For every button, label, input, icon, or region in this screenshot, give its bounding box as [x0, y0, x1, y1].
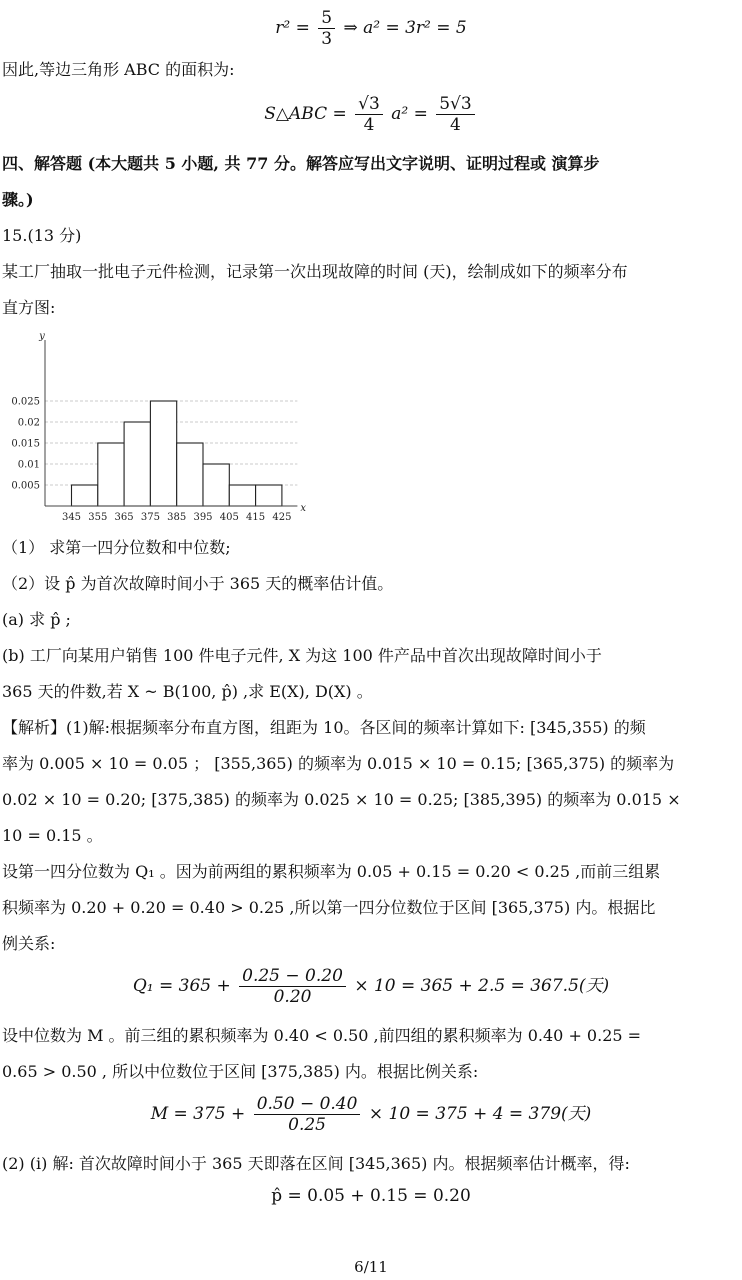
- histogram-bar: [203, 464, 229, 506]
- histogram-bar: [177, 443, 203, 506]
- histogram-bar: [150, 401, 176, 506]
- y-tick-label: 0.01: [17, 459, 40, 471]
- solution-line: 设中位数为 M 。前三组的累积频率为 0.40 < 0.50 ,前四组的累积频率为 0.40 + 0.25 =: [2, 1026, 642, 1045]
- x-tick-label: 415: [246, 512, 266, 523]
- x-tick-label: 345: [61, 512, 82, 523]
- histogram-bar: [98, 443, 124, 506]
- solution-line: (2) (i) 解: 首次故障时间小于 365 天即落在区间 [345,365) 内。根据频率估计概率，得:: [2, 1154, 630, 1173]
- x-tick-label: 375: [140, 512, 160, 523]
- x-tick-label: 365: [114, 512, 134, 523]
- histogram-bar: [256, 485, 282, 506]
- area-equation: S△ABC = $\frac{√3}{4}$ a² = $\frac{5√3}{4}$: [0, 94, 742, 135]
- solution-line: 设第一四分位数为 Q₁ 。因为前两组的累积频率为 0.05 + 0.15 = 0.20 < 0.25 ,而前三组累: [2, 862, 661, 881]
- solution-line: 10 = 0.15 。: [2, 826, 103, 845]
- y-tick-label: 0.005: [11, 480, 40, 492]
- section-heading: 四、解答题 (本大题共 5 小题, 共 77 分。解答应写出文字说明、证明过程或 演算步: [2, 154, 600, 173]
- solution-line: 率为 0.005 × 10 = 0.05 ； [355,365) 的频率为 0.015 × 10 = 0.15; [365,375) 的频率为: [2, 754, 675, 773]
- frequency-histogram: [2, 330, 312, 525]
- x-axis-label: x: [300, 503, 307, 514]
- solution-line: 0.02 × 10 = 0.20; [375,385) 的频率为 0.025 × 10 = 0.25; [385,395) 的频率为 0.015 ×: [2, 790, 681, 809]
- y-axis-label: y: [39, 331, 45, 342]
- question-1: （1） 求第一四分位数和中位数;: [2, 538, 231, 557]
- histogram-bar: [72, 485, 98, 506]
- problem-text-cont: 直方图:: [2, 298, 56, 317]
- q1-equation: Q₁ = 365 + $\frac{0.25 - 0.20}{0.20}$ × 10 = 365 + 2.5 = 367.5(天): [132, 966, 610, 1007]
- histogram-bar: [124, 422, 150, 506]
- y-tick-label: 0.015: [11, 438, 40, 450]
- solution-line: 0.65 > 0.50 , 所以中位数位于区间 [375,385) 内。根据比例关系:: [2, 1062, 479, 1081]
- x-tick-label: 395: [193, 512, 213, 523]
- solution-line: 例关系:: [2, 934, 56, 953]
- x-tick-label: 425: [272, 512, 292, 523]
- solution-line: 【解析】(1)解:根据频率分布直方图，组距为 10。各区间的频率计算如下: [345,355) 的频: [2, 718, 646, 737]
- question-2a: (a) 求 p̂ ;: [2, 610, 71, 629]
- y-tick-label: 0.025: [11, 396, 40, 408]
- question-2b-cont: 365 天的件数,若 X ~ B(100, p̂) ,求 E(X), D(X) 。: [2, 682, 373, 701]
- question-2b: (b) 工厂向某用户销售 100 件电子元件, X 为这 100 件产品中首次出现故障时间小于: [2, 646, 602, 665]
- solution-line: 积频率为 0.20 + 0.20 = 0.40 > 0.25 ,所以第一四分位数位于区间 [365,375) 内。根据比: [2, 898, 656, 917]
- median-equation: M = 375 + $\frac{0.50 - 0.40}{0.25}$ × 10 = 375 + 4 = 379(天): [150, 1094, 592, 1135]
- histogram-bar: [229, 485, 255, 506]
- page-number: 6/11: [354, 1258, 388, 1276]
- question-number: 15.(13 分): [2, 226, 82, 245]
- y-tick-label: 0.02: [17, 417, 40, 429]
- area-intro: 因此,等边三角形 ABC 的面积为:: [2, 60, 235, 79]
- question-2: （2）设 p̂ 为首次故障时间小于 365 天的概率估计值。: [2, 574, 394, 593]
- x-tick-label: 385: [167, 512, 187, 523]
- x-tick-label: 405: [219, 512, 239, 523]
- section-heading-cont: 骤。): [2, 190, 34, 209]
- problem-text: 某工厂抽取一批电子元件检测，记录第一次出现故障的时间 (天)，绘制成如下的频率分布: [2, 262, 628, 281]
- p-hat-equation: p̂ = 0.05 + 0.15 = 0.20: [271, 1186, 471, 1206]
- top-equation: r² = $\frac{5}{3}$ ⇒ a² = 3r² = 5: [275, 8, 467, 49]
- x-tick-label: 355: [88, 512, 108, 523]
